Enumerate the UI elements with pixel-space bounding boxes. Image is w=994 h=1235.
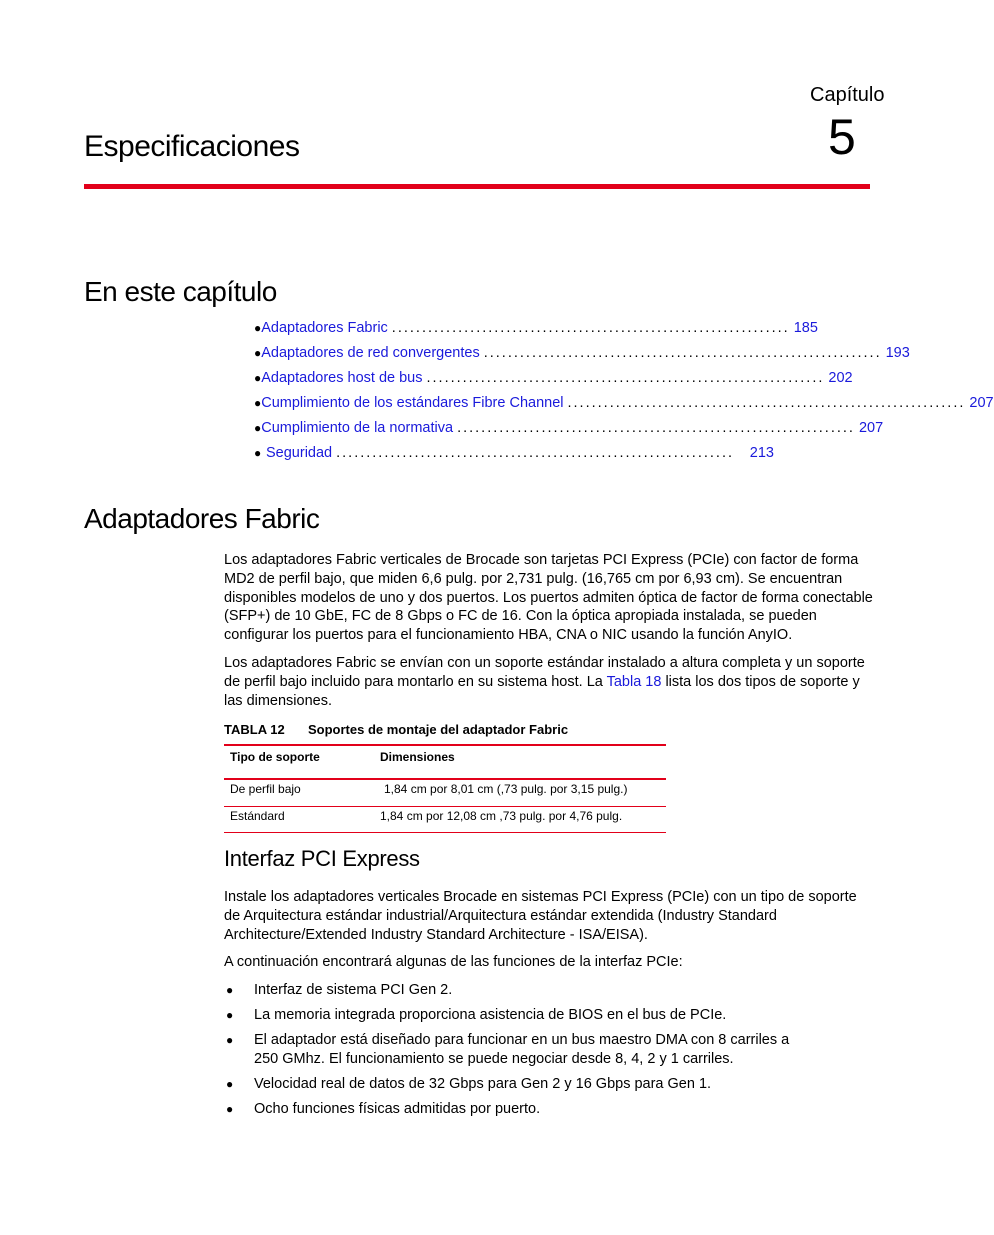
table-header-cell: Dimensiones: [380, 750, 455, 764]
table-cell: De perfil bajo: [230, 782, 301, 796]
paragraph: Los adaptadores Fabric verticales de Brocade son tarjetas PCI Express (PCIe) con factor de forma MD2 de perfil bajo, que miden 6,6 pulg. por 2,731 pulg. (16,765 cm por 6,93 cm). Se encuentran disponibles modelos de uno y dos puertos. Los puertos admiten óptica de factor de forma conectable (SFP+) de 10 GbE, FC de 8 Gbps o FC de 16. Con la óptica apropiada instalada, se pueden configurar los puertos para el funcionamiento HBA, CNA o NIC usando la función AnyIO.: [224, 552, 873, 644]
paragraph-text: Los adaptadores Fabric se envían con un soporte estándar instalado a altura completa y un soporte de perfil bajo incluido para montarlo en su sistema host. La: [224, 655, 865, 690]
list-item-text: Ocho funciones físicas admitidas por puerto.: [254, 1100, 541, 1117]
toc-item[interactable]: [254, 420, 884, 445]
toc-leader: ..................................................................: [457, 420, 855, 436]
paragraph: [224, 654, 874, 710]
table-reference-link[interactable]: Tabla 18: [606, 673, 662, 690]
toc-link[interactable]: Cumplimiento de los estándares Fibre Channel: [261, 395, 564, 411]
table-header-cell: Tipo de soporte: [230, 750, 320, 764]
bullet-icon: ●: [226, 1076, 234, 1091]
bullet-icon: ●: [226, 1101, 234, 1116]
table-cell: 1,84 cm por 8,01 cm (,73 pulg. por 3,15 pulg.): [384, 782, 628, 796]
table-caption: [224, 722, 568, 737]
toc-page-number[interactable]: 202: [828, 370, 853, 386]
toc-link[interactable]: Adaptadores host de bus: [261, 370, 423, 386]
table-number: TABLA 12: [224, 722, 285, 737]
chapter-divider: [84, 184, 870, 189]
chapter-number: 5: [828, 109, 856, 165]
list-item: [224, 981, 844, 1000]
list-item-text: La memoria integrada proporciona asistencia de BIOS en el bus de PCIe.: [254, 1006, 727, 1023]
toc-list: [254, 320, 994, 470]
list-item: [224, 1100, 844, 1119]
section-heading: Adaptadores Fabric: [84, 503, 320, 534]
list-item-text: El adaptador está diseñado para funcionar en un bus maestro DMA con 8 carriles a 250 GMhz. El funcionamiento se puede negociar desde 8, 4, 2 y 1 carriles.: [254, 1031, 790, 1067]
table-row: [224, 780, 666, 806]
toc-leader: ..................................................................: [483, 345, 882, 361]
subsection-heading: Interfaz PCI Express: [224, 846, 420, 871]
toc-leader: ..................................................................: [336, 445, 734, 461]
toc-page-number[interactable]: 207: [969, 395, 994, 411]
paragraph-text: lista los dos tipos de soporte y las dimensiones.: [224, 673, 860, 709]
paragraph: Instale los adaptadores verticales Brocade en sistemas PCI Express (PCIe) con un tipo de soporte de Arquitectura estándar industrial/Arquitectura estándar extendida (Industry Standard Architecture/Extended Industry Standard Architecture - ISA/EISA).: [224, 889, 857, 943]
table-title: Soportes de montaje del adaptador Fabric: [308, 722, 569, 737]
bullet-icon: ●: [254, 421, 262, 435]
brackets-table: [224, 744, 666, 833]
table-bottom-rule: [224, 832, 666, 833]
list-item: [224, 1075, 844, 1094]
toc-link[interactable]: Seguridad: [266, 445, 333, 461]
toc-heading: En este capítulo: [84, 276, 277, 307]
bullet-icon: ●: [254, 446, 262, 460]
toc-leader: ..................................................................: [567, 395, 966, 411]
list-item: [224, 1031, 814, 1069]
list-item: [224, 1006, 844, 1025]
table-cell: 1,84 cm por 12,08 cm ,73 pulg. por 4,76 pulg.: [380, 809, 623, 823]
bullet-icon: ●: [254, 346, 262, 360]
list-item-text: Interfaz de sistema PCI Gen 2.: [254, 982, 453, 998]
toc-link[interactable]: Adaptadores de red convergentes: [261, 345, 480, 361]
bullet-icon: ●: [254, 371, 262, 385]
list-item-text: Velocidad real de datos de 32 Gbps para Gen 2 y 16 Gbps para Gen 1.: [254, 1075, 712, 1092]
toc-item[interactable]: [254, 445, 774, 470]
toc-page-number[interactable]: 193: [885, 345, 910, 361]
table-row: [224, 807, 666, 832]
table-header-row: [224, 746, 666, 778]
toc-item[interactable]: [254, 345, 910, 370]
chapter-title: Especificaciones: [84, 130, 300, 163]
toc-item[interactable]: [254, 320, 818, 345]
toc-item[interactable]: [254, 370, 853, 395]
bullet-icon: ●: [226, 983, 234, 997]
bullet-icon: ●: [254, 396, 262, 410]
toc-page-number[interactable]: 185: [793, 320, 818, 336]
chapter-label: Capítulo: [810, 84, 885, 106]
bullet-icon: ●: [226, 1032, 234, 1047]
paragraph: A continuación encontrará algunas de las funciones de la interfaz PCIe:: [224, 954, 683, 970]
feature-list: [224, 981, 844, 1125]
toc-page-number[interactable]: 213: [749, 445, 774, 461]
toc-page-number[interactable]: 207: [858, 420, 884, 436]
toc-leader: ..................................................................: [426, 370, 825, 386]
bullet-icon: ●: [254, 321, 262, 335]
bullet-icon: ●: [226, 1007, 234, 1022]
toc-link[interactable]: Cumplimiento de la normativa: [261, 420, 454, 436]
toc-link[interactable]: Adaptadores Fabric: [261, 320, 388, 336]
toc-item[interactable]: [254, 395, 994, 420]
table-cell: Estándard: [230, 809, 285, 823]
toc-leader: ..................................................................: [391, 320, 790, 336]
